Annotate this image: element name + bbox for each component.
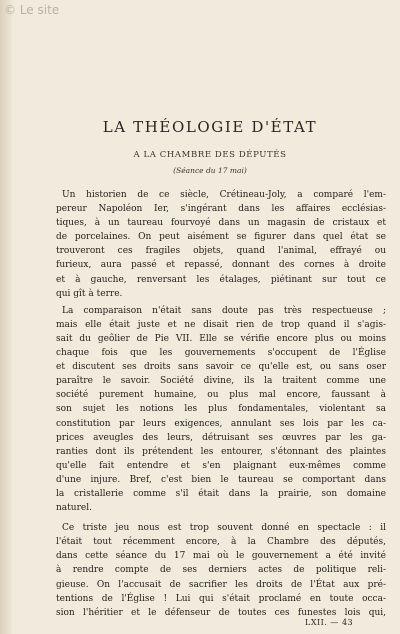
paragraph <box>56 304 386 515</box>
watermark: © Le site <box>4 3 60 17</box>
text-line: son sujet les notions les plus fondamentales, violentant sa <box>56 404 386 415</box>
text-line: tentions de l'Église ! Lui qui s'était proclamé en toute occa- <box>56 593 386 604</box>
article-subtitle: A LA CHAMBRE DES DÉPUTÉS <box>133 150 287 160</box>
text-line: qui gît à terre. <box>56 288 123 299</box>
paragraph <box>56 188 386 301</box>
text-line: mais elle était juste et ne disait rien de trop quand il s'agis- <box>56 319 386 330</box>
text-line: de porcelaines. On peut aisément se figurer dans quel état se <box>56 232 386 243</box>
body-text <box>56 188 386 620</box>
text-line: société purement humaine, ou plus mal encore, faussant à <box>56 390 386 401</box>
text-line: sait du geôlier de Pie VII. Elle se vérifie encore plus ou moins <box>56 333 386 344</box>
text-line: furieux, aura passé et repassé, donnant des cornes à droite <box>56 260 386 271</box>
text-line: sion l'héritier et le défenseur de toutes ces funestes lois qui, <box>56 607 386 618</box>
text-line: prices aveugles des leurs, détruisant ses œuvres par les ga- <box>56 432 386 443</box>
text-line: et discutent ses droits sans savoir ce qu'elle est, ou sans oser <box>56 362 386 373</box>
text-line: chaque fois que les gouvernements s'occupent de l'Église <box>56 348 386 359</box>
text-line: pereur Napoléon Ier, s'ingérant dans les affaires ecclésias- <box>56 204 386 215</box>
text-line: paraître le savoir. Société divine, ils la traitent comme une <box>56 376 386 387</box>
text-line: Ce triste jeu nous est trop souvent donné en spectacle : il <box>62 523 386 534</box>
text-line: trouveront ces fragiles objets, quand l'animal, effrayé ou <box>56 246 386 257</box>
text-line: La comparaison n'était sans doute pas très respectueuse ; <box>62 305 386 316</box>
text-line: l'était tout récemment encore, à la Chambre des députés, <box>56 537 386 548</box>
text-line: et à gauche, renversant les étalages, piétinant sur tout ce <box>56 274 386 285</box>
session-date: (Séance du 17 mai) <box>173 166 247 175</box>
text-line: qu'elle fait entendre et s'en plaignant eux-mêmes comme <box>56 460 386 471</box>
text-line: ranties dont ils prétendent les entourer, s'étonnant des plaintes <box>56 446 386 457</box>
text-line: d'une injure. Bref, c'est bien le taureau se comportant dans <box>56 474 386 485</box>
page-spine-shadow <box>0 0 12 634</box>
paragraph <box>56 521 386 620</box>
text-line: naturel. <box>56 503 92 514</box>
text-line: à rendre compte de ses derniers actes de politique reli- <box>56 565 386 576</box>
article-title: LA THÉOLOGIE D'ÉTAT <box>102 118 318 136</box>
text-line: tiques, à un taureau fourvoyé dans un magasin de cristaux et <box>56 218 386 229</box>
text-line: gieuse. On l'accusait de sacrifier les droits de l'État aux pré- <box>56 579 386 590</box>
folio-signature: LXII. — 43 <box>305 618 354 627</box>
text-line: dans cette séance du 17 mai où le gouvernement a été invité <box>56 551 386 562</box>
text-line: la cristallerie comme s'il était dans la prairie, son domaine <box>56 488 386 499</box>
text-line: Un historien de ce siècle, Crétineau-Joly, a comparé l'em- <box>62 190 386 200</box>
text-line: constitution par leurs exigences, annulant ses lois par les ca- <box>56 418 386 429</box>
